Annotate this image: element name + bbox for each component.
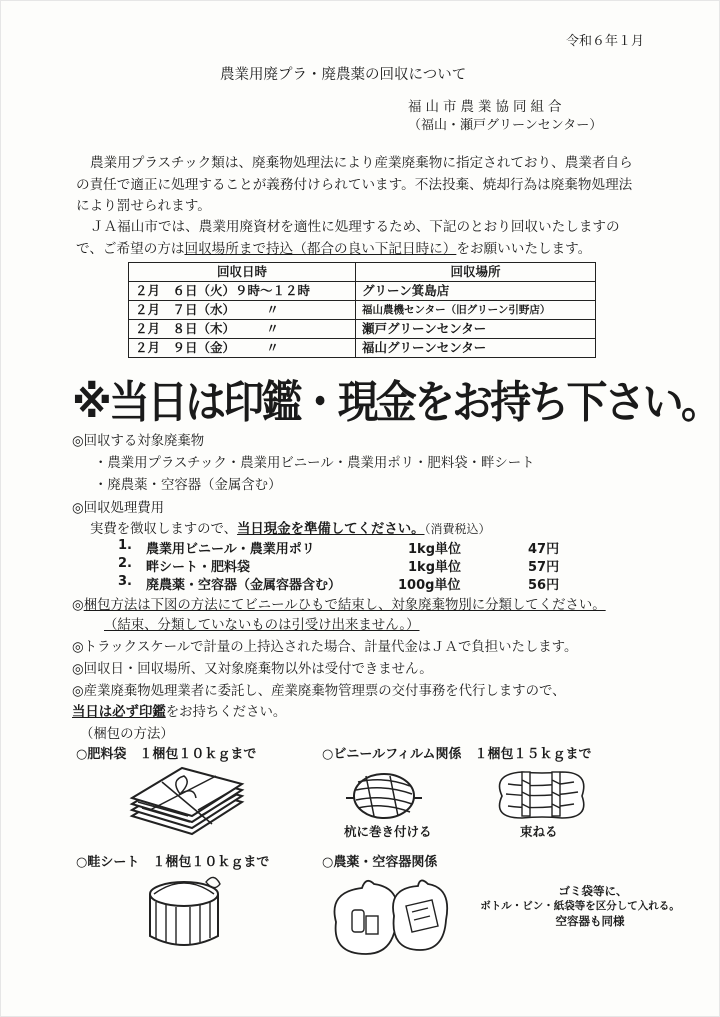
prepare-cash-notice: 当日現金を準備してください。 [237, 522, 425, 537]
issue-date: 令和６年１月 [566, 34, 645, 49]
page-title: 農業用廃プラ・廃農薬の回収について [220, 67, 467, 83]
header-place: 回収場所 [356, 263, 596, 282]
note-packing: ◎梱包方法は下図の方法にてビニールひもで結束し、対象廃棄物別に分類してください。 [72, 598, 606, 613]
film-on-stake-illustration [344, 768, 424, 822]
film-caption-bundle: 束ねる [520, 824, 558, 839]
ridge-sheet-roll-illustration [142, 872, 226, 952]
schedule-place: グリーン箕島店 [356, 282, 596, 301]
collection-schedule-table [128, 262, 596, 358]
schedule-date: ２月 ９日（金） 〃 [129, 339, 356, 358]
packing-ridge-sheet: ○畦シート １梱包１０ｋｇまで [76, 855, 270, 870]
schedule-date: ２月 ８日（木） 〃 [129, 320, 356, 339]
fees-lead: 実費を徴収しますので、当日現金を準備してください。（消費税込） [90, 522, 491, 537]
targets-line-1: ・農業用プラスチック・農業用ビニール・農業用ポリ・肥料袋・畔シート [94, 456, 535, 471]
schedule-date: ２月 ６日（火）９時～１２時 [129, 282, 356, 301]
note-truck-scale: ◎トラックスケールで計量の上持込された場合、計量代金はＪＡで負担いたします。 [72, 640, 578, 655]
packing-heading: （梱包の方法） [80, 727, 174, 742]
table-header-row [129, 263, 596, 282]
schedule-place: 福山グリーンセンター [356, 339, 596, 358]
note-seal: 当日は必ず印鑑をお持ちください。 [72, 705, 287, 720]
dropoff-instruction: 回収場所まで持込（都合の良い下記日時に） [184, 240, 457, 257]
targets-heading: ◎回収する対象廃棄物 [72, 434, 205, 449]
intro-paragraph-2: ＪＡ福山市では、農業用廃資材を適性に処理するため、下記のとおり回収いたしますので、ご希望の方は回収場所まで持込（都合の良い下記日時に）をお願いいたします。 [76, 219, 620, 257]
big-notice: ※当日は印鑑・現金をお持ち下さい。 [72, 377, 720, 428]
container-bags-illustration [328, 872, 452, 956]
intro-paragraph-1: 農業用プラスチック類は、廃棄物処理法により産業廃棄物に指定されており、農業者自らの責任で適正に処理することが義務付けられています。不法投棄、焼却行為は廃棄物処理法により罰せられます。 [76, 155, 633, 214]
schedule-place: 瀬戸グリーンセンター [356, 320, 596, 339]
table-row [129, 282, 596, 301]
packing-vinyl-film: ○ビニールフィルム関係 １梱包１５ｋｇまで [322, 747, 592, 762]
document-page: 令和６年１月 農業用廃プラ・廃農薬の回収について 福山市農業協同組合 （福山・瀬戸グリーンセンター） 農業用プラスチック類は、廃棄物処理法により産業廃棄物に指定されており、農業者自らの責任で適正に処理することが義務付けられています。不法投棄、焼却行為は廃棄物処理法により罰せられます。 ＪＡ福山市では、農業用廃資材を適性に処理するため、下記のとおり回収いたしますので、ご希望の方は回収場所まで持込（都合の良い下記日時に）をお願いいたします。 回収日時 回収場所 ２月 ６日（火）９時～１２時 グリーン箕島店 ２月 ７日（水） 〃 福山農機センター（旧グリーン引野店） ２月 ８日（木） 〃 瀬戸グリーンセンター ２月 ９日（金） 〃 福山グリーンセンター ※当日は印鑑・現金をお持ち下さい。 ◎回収する対象廃棄物 ・農業用プラスチック・農業用ビニール・農業用ポリ・肥料袋・畔シート ・廃農薬・空容器（金属含む） ◎回収処理費用 実費を徴収しますので、当日現金を準備してください。（消費税込） 1. 農業用ビニール・農業用ポリ 1kg単位 47円 2. 畔シート・肥料袋 1kg単位 57円 3. 廃農薬・空容器（金属容器含む） 100g単位 56円 ◎梱包方法は下図の方法にてビニールひもで結束し、対象廃棄物別に分類してください。 （結束、分類していないものは引受け出来ません。） ◎トラックスケールで計量の上持込された場合、計量代金はＪＡで負担いたします。 ◎回収日・回収場所、又対象廃棄物以外は受付できません。 ◎産業廃棄物処理業者に委託し、産業廃棄物管理票の交付事務を代行しますので、 当日は必ず印鑑をお持ちください。 （梱包の方法） ○肥料袋 １梱包１０ｋｇまで ○ビニールフィルム関係 １梱包１５ｋｇまで 杭に巻き付ける 束ねる ○畦シート １梱包１０ｋｇまで ○農薬・空容器関係 ゴミ袋等に、 ボトル・ビン・紙袋等を区分して入れる。 空容器も同様 [0, 0, 720, 1017]
header-date: 回収日時 [129, 263, 356, 282]
table-row [129, 339, 596, 358]
schedule-place: 福山農機センター（旧グリーン引野店） [356, 301, 596, 320]
table-row [129, 320, 596, 339]
organization-name: 福山市農業協同組合 [408, 99, 566, 115]
packing-pesticide-containers: ○農薬・空容器関係 [322, 855, 438, 870]
department-name: （福山・瀬戸グリーンセンター） [408, 118, 603, 133]
bundled-film-illustration [494, 766, 590, 822]
table-row [129, 301, 596, 320]
note-manifest: ◎産業廃棄物処理業者に委託し、産業廃棄物管理票の交付事務を代行しますので、 [72, 684, 566, 699]
note-packing-sub: （結束、分類していないものは引受け出来ません。） [104, 618, 420, 633]
fees-heading: ◎回収処理費用 [72, 501, 165, 516]
film-caption-stake: 杭に巻き付ける [344, 824, 432, 839]
note-acceptance: ◎回収日・回収場所、又対象廃棄物以外は受付できません。 [72, 662, 433, 677]
schedule-date: ２月 ７日（水） 〃 [129, 301, 356, 320]
packing-fertilizer-bags: ○肥料袋 １梱包１０ｋｇまで [76, 747, 257, 762]
containers-note: ゴミ袋等に、 ボトル・ビン・紙袋等を区分して入れる。 空容器も同様 [480, 884, 680, 928]
targets-line-2: ・廃農薬・空容器（金属含む） [94, 478, 282, 493]
fertilizer-bundle-illustration [128, 764, 248, 842]
